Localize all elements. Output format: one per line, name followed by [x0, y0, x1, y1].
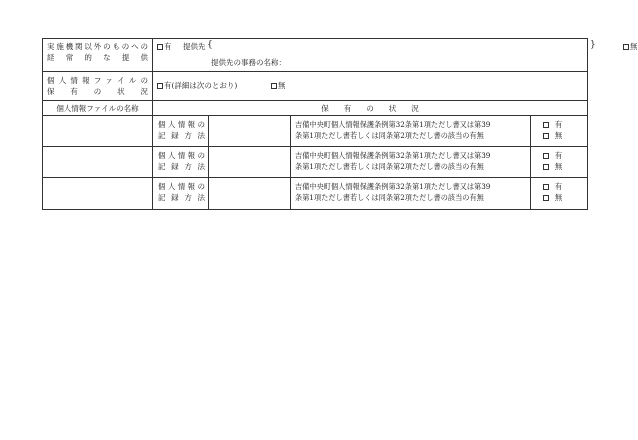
record-method-label [153, 178, 209, 209]
record-method-label [153, 147, 209, 177]
provision-yes-checkbox[interactable] [157, 44, 163, 50]
record-method-line1: 個人情報の [158, 182, 205, 191]
provider-label: 提供先 [183, 42, 206, 51]
provision-yes-label: 有 [164, 42, 172, 51]
business-name-label: 提供先の事務の名称： [211, 58, 286, 67]
record-method-line2: 記録方法 [158, 162, 205, 171]
provider-open-brace: { [207, 40, 213, 50]
clause-no-checkbox[interactable] [543, 164, 549, 170]
record-method-value[interactable] [209, 147, 291, 177]
provision-content [153, 39, 638, 71]
clause-yes-checkbox[interactable] [543, 153, 549, 159]
clause-line1: 吉備中央町個人情報保護条例第32条第1項ただし書又は第39 [295, 182, 491, 191]
provision-row [43, 39, 638, 72]
clause-text [291, 147, 531, 177]
clause-no-label: 無 [554, 162, 563, 171]
record-method-value[interactable] [209, 116, 291, 146]
clause-line2: 条第1項ただし書若しくは同条第2項ただし書の該当の有無 [295, 131, 484, 140]
table-row [43, 116, 587, 147]
personal-info-form [42, 38, 638, 210]
record-method-label [153, 116, 209, 146]
file-name-cell[interactable] [43, 116, 153, 146]
clause-line2: 条第1項ただし書若しくは同条第2項ただし書の該当の有無 [295, 162, 484, 171]
table-header-row [43, 101, 587, 116]
clause-no-label: 無 [554, 131, 563, 140]
status-yes-checkbox[interactable] [157, 83, 163, 89]
record-method-line1: 個人情報の [158, 151, 205, 160]
provision-no-checkbox[interactable] [623, 44, 629, 50]
clause-checkbox-cell [531, 116, 587, 146]
file-name-cell[interactable] [43, 147, 153, 177]
clause-text [291, 178, 531, 209]
status-label-line1: 個人情報ファイルの [47, 76, 148, 85]
record-method-value[interactable] [209, 178, 291, 209]
provider-close-brace: } [590, 40, 596, 50]
holding-status-header: 保 有 の 状 況 [321, 104, 419, 113]
record-method-line1: 個人情報の [158, 120, 205, 129]
clause-line2: 条第1項ただし書若しくは同条第2項ただし書の該当の有無 [295, 193, 484, 202]
provision-label [43, 39, 153, 71]
status-row [43, 72, 587, 101]
status-yes-label: 有(詳細は次のとおり) [164, 81, 238, 90]
provision-label-line1: 実施機関以外のものへの [47, 42, 148, 51]
file-name-header: 個人情報ファイルの名称 [43, 101, 153, 115]
clause-line1: 吉備中央町個人情報保護条例第32条第1項ただし書又は第39 [295, 151, 491, 160]
clause-no-label: 無 [554, 193, 563, 202]
record-method-line2: 記録方法 [158, 193, 205, 202]
provision-no-label: 無 [630, 42, 638, 51]
clause-text [291, 116, 531, 146]
status-content [153, 72, 587, 100]
clause-yes-label: 有 [554, 182, 563, 191]
table-row [43, 147, 587, 178]
clause-checkbox-cell [531, 147, 587, 177]
provision-label-line2: 経常的な提供 [47, 53, 148, 62]
clause-yes-label: 有 [554, 151, 563, 160]
clause-no-checkbox[interactable] [543, 195, 549, 201]
clause-no-checkbox[interactable] [543, 133, 549, 139]
clause-line1: 吉備中央町個人情報保護条例第32条第1項ただし書又は第39 [295, 120, 491, 129]
clause-checkbox-cell [531, 178, 587, 209]
clause-yes-checkbox[interactable] [543, 184, 549, 190]
file-name-cell[interactable] [43, 178, 153, 209]
status-label [43, 72, 153, 100]
clause-yes-checkbox[interactable] [543, 122, 549, 128]
record-method-line2: 記録方法 [158, 131, 205, 140]
status-no-label: 無 [278, 81, 286, 90]
clause-yes-label: 有 [554, 120, 563, 129]
table-row [43, 178, 587, 209]
status-no-checkbox[interactable] [271, 83, 277, 89]
status-label-line2: 保有の状況 [47, 87, 148, 96]
